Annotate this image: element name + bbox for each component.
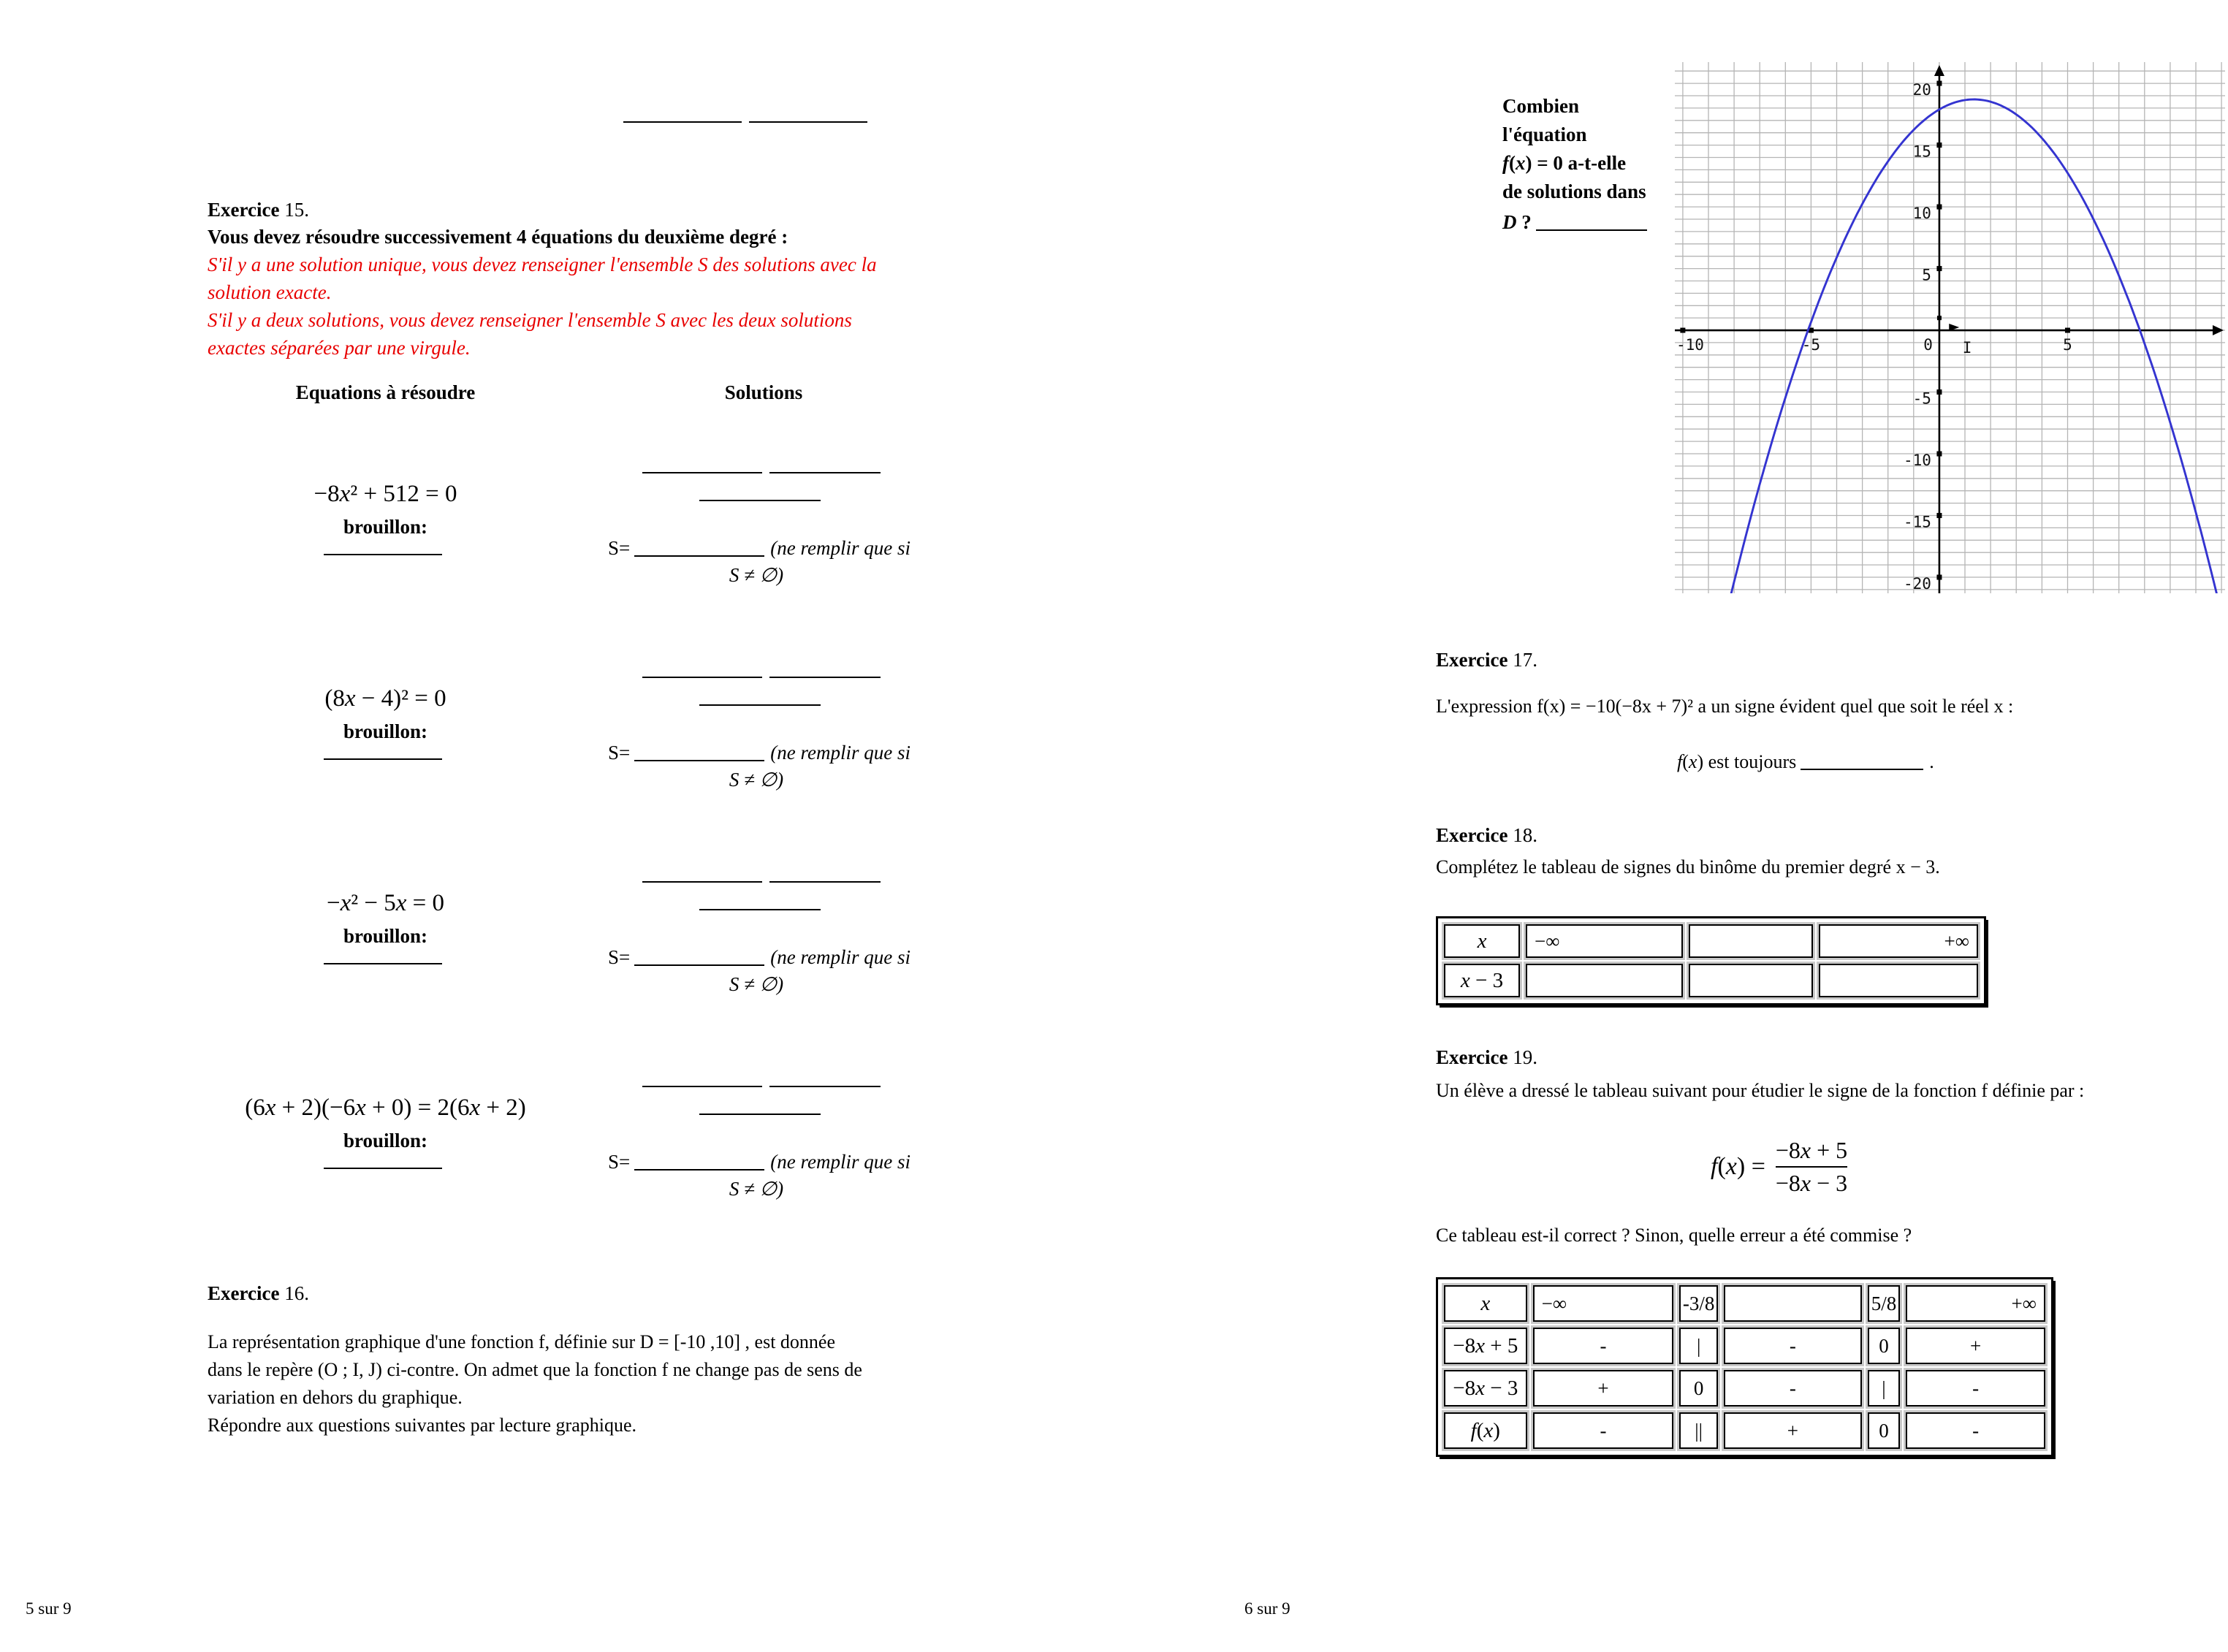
- solution-blank: [642, 472, 762, 473]
- table-row: [1444, 924, 1978, 958]
- s-equals-label: S=: [608, 946, 631, 968]
- cell-sign: -: [1533, 1412, 1674, 1449]
- exercise-16-heading: [208, 1282, 309, 1306]
- fill-note-2: S ≠ ∅): [729, 769, 784, 791]
- parabola-plot: [1675, 62, 2225, 593]
- exercise-18-heading: [1436, 824, 1537, 848]
- brouillon-blank: [324, 1168, 442, 1169]
- column-header-equations: Equations à résoudre: [295, 381, 476, 403]
- cell-x: x: [1444, 924, 1520, 958]
- solution-answer-row: [608, 536, 910, 560]
- exercise-label: Exercice: [208, 1282, 280, 1304]
- solution-answer-row: [608, 945, 910, 970]
- brouillon-label: brouillon:: [343, 720, 428, 742]
- cell-row-label: −8x − 3: [1444, 1370, 1527, 1407]
- exercise-16-text-line: variation en dehors du graphique.: [208, 1387, 463, 1408]
- svg-text:10: 10: [1912, 205, 1931, 223]
- cell-sign: 0: [1868, 1412, 1901, 1449]
- exercise-label: Exercice: [1436, 824, 1508, 846]
- exercise-number: 17.: [1513, 649, 1537, 671]
- svg-text:0: 0: [1923, 336, 1933, 354]
- solution-blank: [769, 677, 881, 678]
- table-row: [1444, 964, 1978, 997]
- cell-sign: ||: [1679, 1412, 1718, 1449]
- equation-f-of-x-equals-0: f(x) = 0: [1502, 152, 1563, 174]
- fraction: [1776, 1137, 1847, 1197]
- exercise-16-text-line: Répondre aux questions suivantes par lecture graphique.: [208, 1415, 636, 1436]
- svg-text:-20: -20: [1903, 575, 1931, 593]
- fraction-lhs: f(x) =: [1711, 1153, 1765, 1180]
- instruction-line: exactes séparées par une virgule.: [208, 337, 471, 359]
- solution-answer-row: [608, 740, 910, 765]
- exercise-number: 16.: [284, 1282, 309, 1304]
- s-equals-label: S=: [608, 1151, 631, 1173]
- exercise-17-answer-line: [1677, 750, 1934, 774]
- solution-blank: [642, 1086, 762, 1087]
- cell-sign: |: [1868, 1370, 1901, 1407]
- brouillon-label: brouillon:: [343, 516, 428, 538]
- top-blank-line-2: [749, 121, 867, 123]
- exercise-17-heading: [1436, 649, 1537, 672]
- solution-blank: [699, 909, 821, 910]
- solution-blank: [699, 1114, 821, 1115]
- cell-sign: 0: [1679, 1370, 1718, 1407]
- equation: −x² − 5x = 0: [326, 890, 445, 916]
- exercise-number: 15.: [284, 199, 309, 221]
- answer-blank: [634, 536, 764, 557]
- cell-sign: -: [1533, 1328, 1674, 1364]
- fill-note: (ne remplir que si: [770, 537, 910, 559]
- table-row: [1444, 1370, 2045, 1407]
- exercise-19-heading: [1436, 1046, 1537, 1070]
- svg-text:-10: -10: [1676, 336, 1704, 354]
- cell-sign: |: [1679, 1328, 1718, 1364]
- cell-blank: [1526, 964, 1683, 997]
- svg-text:5: 5: [1922, 266, 1931, 284]
- svg-text:I: I: [1962, 339, 1972, 357]
- exercise-16-text-line: dans le repère (O ; I, J) ci-contre. On admet que la fonction f ne change pas de sens de: [208, 1359, 862, 1380]
- exercise-19-text-2: Ce tableau est-il correct ? Sinon, quelle erreur a été commise ?: [1436, 1225, 1912, 1246]
- cell-sign: -: [1724, 1328, 1862, 1364]
- cell-value: -3/8: [1679, 1285, 1718, 1322]
- cell-row-label: f(x): [1444, 1412, 1527, 1449]
- solution-blank: [769, 472, 881, 473]
- fraction-denominator: −8x − 3: [1775, 1170, 1848, 1196]
- cell-blank: [1689, 964, 1813, 997]
- cell-plus-infinity: +∞: [1906, 1285, 2045, 1322]
- fill-note-2: S ≠ ∅): [729, 1178, 784, 1200]
- graph-question-line: l'équation: [1502, 123, 1587, 145]
- svg-text:-5: -5: [1912, 389, 1931, 408]
- cell-sign: 0: [1868, 1328, 1901, 1364]
- cell-x-minus-3: x − 3: [1444, 964, 1520, 997]
- answer-blank: [634, 945, 764, 966]
- cell-plus-infinity: +∞: [1819, 924, 1978, 958]
- instruction-line: S'il y a une solution unique, vous devez renseigner l'ensemble S des solutions avec la: [208, 254, 877, 275]
- answer-blank: [1801, 750, 1923, 770]
- svg-text:20: 20: [1912, 81, 1931, 99]
- column-header-solutions: Solutions: [724, 381, 803, 403]
- svg-text:15: 15: [1912, 142, 1931, 161]
- top-blank-line-1: [623, 121, 742, 123]
- table-row: [1444, 1412, 2045, 1449]
- exercise-17-text: L'expression f(x) = −10(−8x + 7)² a un signe évident quel que soit le réel x :: [1436, 696, 2014, 717]
- equation: −8x² + 512 = 0: [313, 481, 457, 507]
- cell-minus-infinity: −∞: [1533, 1285, 1674, 1322]
- equation: (8x − 4)² = 0: [324, 685, 446, 712]
- page-number-left: 5 sur 9: [26, 1599, 72, 1618]
- brouillon-label: brouillon:: [343, 925, 428, 947]
- fill-note-2: S ≠ ∅): [729, 973, 784, 995]
- exercise-15-heading: [208, 199, 309, 222]
- s-equals-label: S=: [608, 537, 631, 559]
- table-row: [1444, 1285, 2045, 1322]
- f-of-x: f(x): [1677, 751, 1704, 772]
- solution-answer-row: [608, 1149, 910, 1174]
- cell-value: [1724, 1285, 1862, 1322]
- cell-minus-infinity: −∞: [1526, 924, 1683, 958]
- answer-blank: [1536, 210, 1647, 231]
- question-text: a-t-elle: [1567, 152, 1627, 174]
- exercise-label: Exercice: [1436, 1046, 1508, 1068]
- solution-blank: [699, 500, 821, 501]
- exercise-16-text-line: La représentation graphique d'une fonction f, définie sur D = [-10 ,10] , est donnée: [208, 1331, 836, 1352]
- graph-question-line: Combien: [1502, 95, 1580, 117]
- cell-sign: +: [1533, 1370, 1674, 1407]
- exercise-number: 19.: [1513, 1046, 1537, 1068]
- solution-blank: [699, 704, 821, 706]
- fill-note: (ne remplir que si: [770, 742, 910, 764]
- brouillon-blank: [324, 554, 442, 555]
- cell-sign: -: [1906, 1412, 2045, 1449]
- solution-blank: [769, 1086, 881, 1087]
- table-row: [1444, 1328, 2045, 1364]
- exercise-number: 18.: [1513, 824, 1537, 846]
- s-equals-label: S=: [608, 742, 631, 764]
- cell-blank: [1689, 924, 1813, 958]
- solution-blank: [769, 881, 881, 883]
- cell-blank: [1819, 964, 1978, 997]
- cell-value: 5/8: [1868, 1285, 1901, 1322]
- fill-note: (ne remplir que si: [770, 946, 910, 968]
- cell-sign: -: [1906, 1370, 2045, 1407]
- sign-table-ex18: [1436, 916, 1986, 1005]
- exercise-15-intro: Vous devez résoudre successivement 4 équations du deuxième degré :: [208, 226, 788, 248]
- fraction-numerator: −8x + 5: [1775, 1137, 1848, 1163]
- answer-blank: [634, 1149, 764, 1171]
- domain-symbol: D: [1502, 211, 1517, 233]
- answer-blank: [634, 740, 764, 761]
- solution-blank: [642, 881, 762, 883]
- exercise-label: Exercice: [208, 199, 280, 221]
- instruction-line: solution exacte.: [208, 281, 332, 303]
- svg-text:-5: -5: [1801, 336, 1821, 354]
- cell-sign: -: [1724, 1370, 1862, 1407]
- fill-note-2: S ≠ ∅): [729, 564, 784, 586]
- brouillon-blank: [324, 963, 442, 964]
- graph-question-line: de solutions dans: [1502, 180, 1646, 202]
- cell-x: x: [1444, 1285, 1527, 1322]
- equation: (6x + 2)(−6x + 0) = 2(6x + 2): [245, 1095, 526, 1121]
- function-graph: [1675, 62, 2225, 593]
- graph-question-line: [1502, 152, 1626, 175]
- brouillon-label: brouillon:: [343, 1130, 428, 1152]
- question-mark: ?: [1521, 211, 1532, 233]
- cell-sign: +: [1906, 1328, 2045, 1364]
- fill-note: (ne remplir que si: [770, 1151, 910, 1173]
- svg-text:-10: -10: [1903, 452, 1931, 470]
- exercise-label: Exercice: [1436, 649, 1508, 671]
- brouillon-blank: [324, 758, 442, 760]
- exercise-19-text-1: Un élève a dressé le tableau suivant pour étudier le signe de la fonction f définie par :: [1436, 1080, 2085, 1101]
- solution-blank: [642, 677, 762, 678]
- function-definition: [1711, 1137, 1847, 1197]
- graph-question-answer-line: [1502, 210, 1653, 235]
- answer-text: est toujours: [1708, 751, 1797, 772]
- cell-row-label: −8x + 5: [1444, 1328, 1527, 1364]
- sign-table-ex19: [1436, 1277, 2053, 1457]
- period: .: [1929, 751, 1934, 772]
- page-number-right: 6 sur 9: [1244, 1599, 1290, 1618]
- fraction-bar: [1776, 1166, 1847, 1168]
- exercise-18-text: Complétez le tableau de signes du binôme du premier degré x − 3.: [1436, 856, 1940, 878]
- cell-sign: +: [1724, 1412, 1862, 1449]
- svg-text:5: 5: [2063, 336, 2072, 354]
- svg-text:-15: -15: [1903, 513, 1931, 531]
- instruction-line: S'il y a deux solutions, vous devez renseigner l'ensemble S avec les deux solutions: [208, 309, 852, 331]
